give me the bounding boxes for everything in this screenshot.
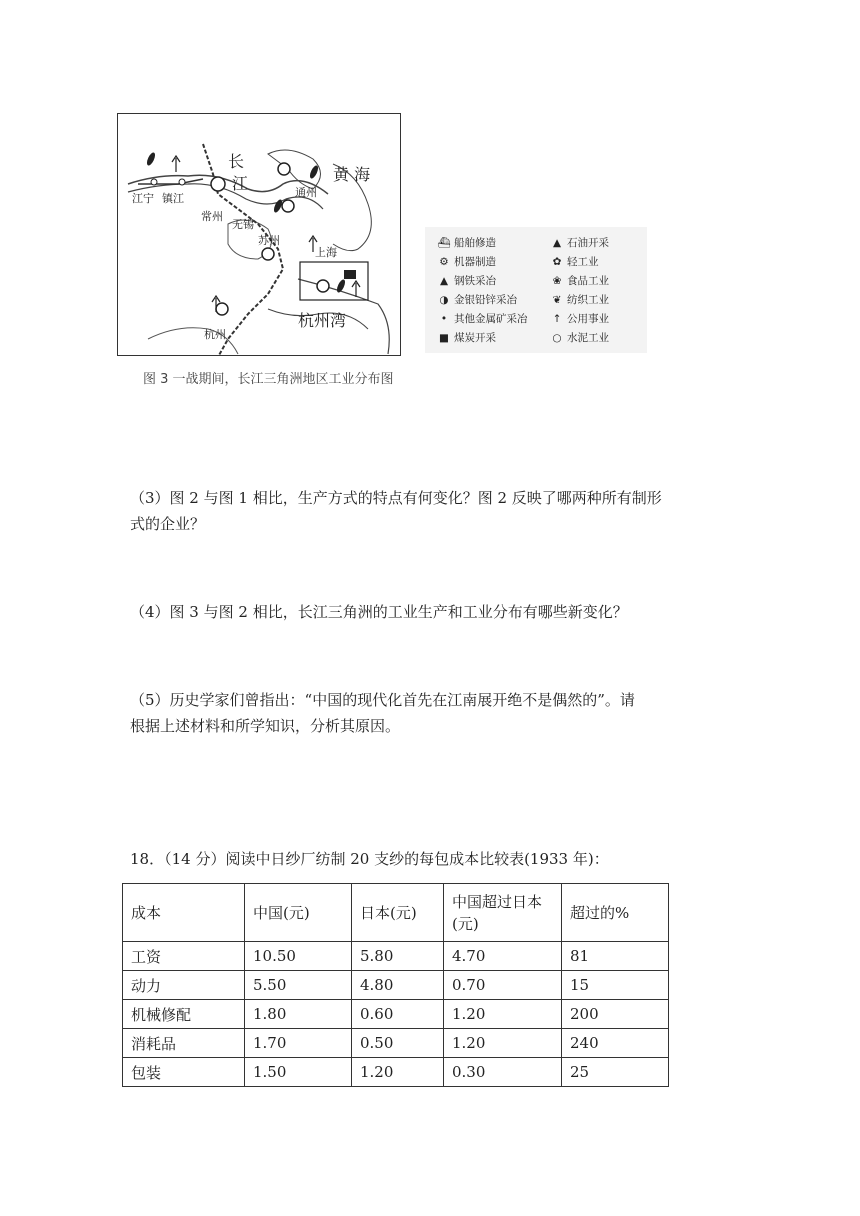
table-cell: 动力: [123, 971, 245, 1000]
map-label-hangzhou: 杭州: [204, 328, 226, 341]
cost-comparison-table: [122, 883, 669, 1087]
legend-item: ⚙ 机器制造: [437, 254, 496, 269]
table-cell: 1.80: [245, 1000, 352, 1029]
map-label-tongzhou: 通州: [295, 186, 317, 199]
table-cell: 包装: [123, 1058, 245, 1087]
table-cell: 1.20: [444, 1029, 562, 1058]
question-18: 18．（14 分）阅读中日纱厂纺制 20 支纱的每包成本比较表(1933 年)：: [130, 850, 609, 868]
table-cell: 200: [562, 1000, 669, 1029]
map-label-suzhou: 苏州: [258, 234, 280, 247]
legend-item: ■ 煤炭开采: [437, 330, 496, 345]
table-header-row: [123, 884, 669, 942]
legend-item: ❦ 纺织工业: [550, 292, 609, 307]
circle-icon: ○: [552, 332, 562, 344]
table-cell: 0.30: [444, 1058, 562, 1087]
table-header-cell: 中国超过日本(元): [444, 884, 562, 942]
legend-item: ↑ 公用事业: [550, 311, 609, 326]
legend-item: ▲ 钢铁采冶: [437, 273, 496, 288]
table-header-cell: 中国(元): [245, 884, 352, 942]
map-label-zhenjiang: 镇江: [162, 192, 184, 205]
map-label-hangzhouwan: 杭州湾: [298, 311, 347, 330]
map-label-changzhou: 常州: [201, 210, 223, 223]
table-header-cell: 超过的%: [562, 884, 669, 942]
table-cell: 1.20: [352, 1058, 444, 1087]
map-legend: [425, 227, 647, 353]
table-row: [123, 942, 669, 971]
legend-item: ○ 水泥工业: [550, 330, 609, 345]
square-icon: ■: [439, 332, 449, 344]
legend-item: ▲ 石油开采: [550, 235, 609, 250]
table-cell: 15: [562, 971, 669, 1000]
arrow-up-icon: ↑: [552, 313, 562, 325]
question-5-line-2: 根据上述材料和所学知识，分析其原因。: [130, 717, 401, 735]
table-cell: 机械修配: [123, 1000, 245, 1029]
figure-caption: 图 3 一战期间，长江三角洲地区工业分布图: [143, 372, 394, 387]
table-row: [123, 1029, 669, 1058]
table-cell: 10.50: [245, 942, 352, 971]
map-label-jiangning: 江宁: [132, 192, 154, 205]
table-header-cell: 成本: [123, 884, 245, 942]
table-cell: 0.50: [352, 1029, 444, 1058]
map-label-jiang: 江: [232, 174, 249, 193]
table-row: [123, 1058, 669, 1087]
legend-item: ⛴ 船舶修造: [437, 237, 496, 249]
dot-icon: •: [440, 313, 448, 325]
table-cell: 5.80: [352, 942, 444, 971]
legend-item: • 其他金属矿采冶: [437, 311, 528, 326]
table-cell: 0.60: [352, 1000, 444, 1029]
table-row: [123, 971, 669, 1000]
question-3-line-2: 式的企业？: [130, 515, 206, 533]
legend-item: ✿ 轻工业: [550, 254, 599, 269]
table-cell: 4.80: [352, 971, 444, 1000]
map-label-chang: 长: [228, 152, 245, 171]
table-cell: 消耗品: [123, 1029, 245, 1058]
table-cell: 1.50: [245, 1058, 352, 1087]
table-cell: 1.20: [444, 1000, 562, 1029]
table-header-cell: 日本(元): [352, 884, 444, 942]
map-label-huanghai: 黄 海: [333, 165, 371, 184]
table-cell: 81: [562, 942, 669, 971]
half-circle-icon: ◑: [439, 294, 449, 306]
table-cell: 4.70: [444, 942, 562, 971]
legend-item: ◑ 金银铅锌采冶: [437, 292, 517, 307]
food-icon: ❀: [552, 275, 562, 287]
table-cell: 工资: [123, 942, 245, 971]
question-5-line-1: （5）历史学家们曾指出：“中国的现代化首先在江南展开绝不是偶然的”。请: [130, 691, 635, 709]
ship-icon: ⛴: [437, 237, 451, 249]
light-industry-icon: ✿: [552, 256, 562, 268]
leaf-icon: ❦: [552, 294, 562, 306]
triangle-icon: ▲: [552, 237, 562, 249]
industry-map: [117, 113, 401, 356]
steel-icon: ▲: [439, 275, 449, 287]
gear-icon: ⚙: [439, 256, 449, 268]
table-cell: 1.70: [245, 1029, 352, 1058]
map-label-shanghai: 上海: [315, 246, 337, 259]
table-cell: 5.50: [245, 971, 352, 1000]
table-cell: 25: [562, 1058, 669, 1087]
question-4: （4）图 3 与图 2 相比，长江三角洲的工业生产和工业分布有哪些新变化？: [130, 603, 628, 621]
map-label-wuxi: 无锡: [232, 218, 254, 231]
table-cell: 0.70: [444, 971, 562, 1000]
legend-item: ❀ 食品工业: [550, 273, 609, 288]
table-cell: 240: [562, 1029, 669, 1058]
table-row: [123, 1000, 669, 1029]
question-3-line-1: （3）图 2 与图 1 相比，生产方式的特点有何变化？图 2 反映了哪两种所有制形: [130, 489, 662, 507]
